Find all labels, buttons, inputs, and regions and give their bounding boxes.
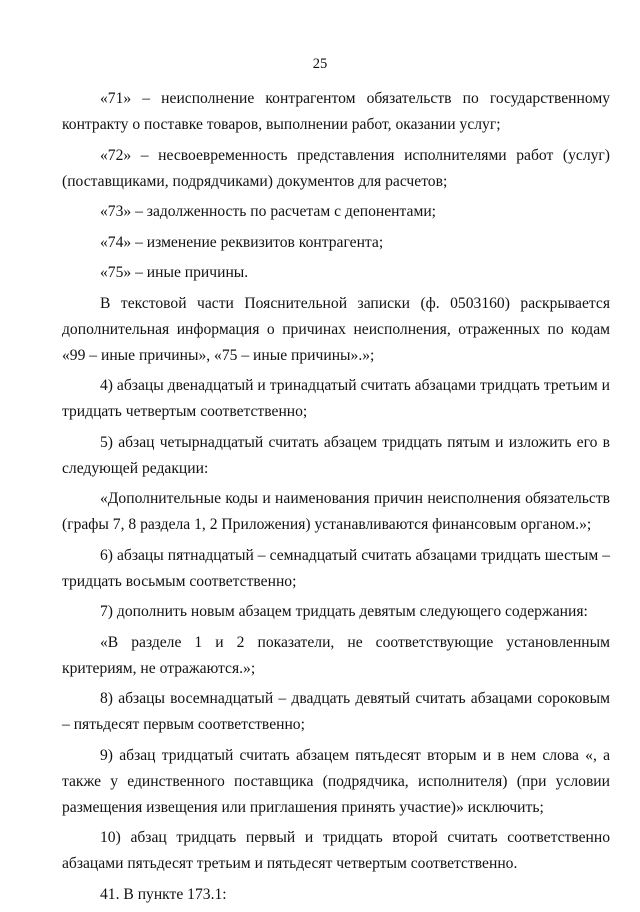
page-number: 25 bbox=[312, 56, 328, 72]
paragraph-item-5: 5) абзац четырнадцатый считать абзацем тридцать пятым и изложить его в следующей редакции: bbox=[62, 433, 610, 477]
paragraph-item-8: 8) абзацы восемнадцатый – двадцать девятый считать абзацами сороковым – пятьдесят первым соответственно; bbox=[62, 690, 610, 733]
paragraph-item-6: 6) абзацы пятнадцатый – семнадцатый считать абзацами тридцать шестым – тридцать восьмым соответственно; bbox=[62, 546, 610, 590]
paragraph-code-73: «73» – задолженность по расчетам с депонентами; bbox=[100, 203, 437, 220]
paragraph-quote-section-1-2: «В разделе 1 и 2 показатели, не соответствующие установленным критериям, не отражаются.»; bbox=[62, 633, 610, 677]
paragraph-section-41: 41. В пункте 173.1: bbox=[100, 885, 227, 903]
paragraph-item-10: 10) абзац тридцать первый и тридцать второй считать соответственно абзацами пятьдесят третьим и пятьдесят четвертым соответственно. bbox=[62, 829, 610, 872]
paragraph-item-4: 4) абзацы двенадцатый и тринадцатый считать абзацами тридцать третьим и тридцать четвертым соответственно; bbox=[62, 377, 610, 420]
paragraph-code-75: «75» – иные причины. bbox=[100, 264, 249, 281]
paragraph-explanatory-note: В текстовой части Пояснительной записки (ф. 0503160) раскрывается дополнительная информация о причинах неисполнения, отраженных по кодам «99 – иные причины», «75 – иные причины».»; bbox=[62, 294, 610, 364]
document-body bbox=[62, 86, 610, 912]
paragraph-code-72: «72» – несвоевременность представления исполнителями работ (услуг) (поставщиками, подрядчиками) документов для расчетов; bbox=[62, 146, 610, 190]
paragraph-code-74: «74» – изменение реквизитов контрагента; bbox=[100, 233, 384, 251]
paragraph-item-7: 7) дополнить новым абзацем тридцать девятым следующего содержания: bbox=[100, 603, 588, 620]
paragraph-quote-additional-codes: «Дополнительные коды и наименования причин неисполнения обязательств (графы 7, 8 раздела 1, 2 Приложения) устанавливаются финансовым органом.»; bbox=[62, 490, 610, 533]
paragraph-code-71: «71» – неисполнение контрагентом обязательств по государственному контракту о поставке товаров, выполнении работ, оказании услуг; bbox=[62, 90, 610, 133]
paragraph-item-9: 9) абзац тридцатый считать абзацем пятьдесят вторым и в нем слова «, а также у единственного поставщика (подрядчика, исполнителя) (при условии размещения извещения или приглашения принять участие)» исключить; bbox=[62, 746, 610, 816]
